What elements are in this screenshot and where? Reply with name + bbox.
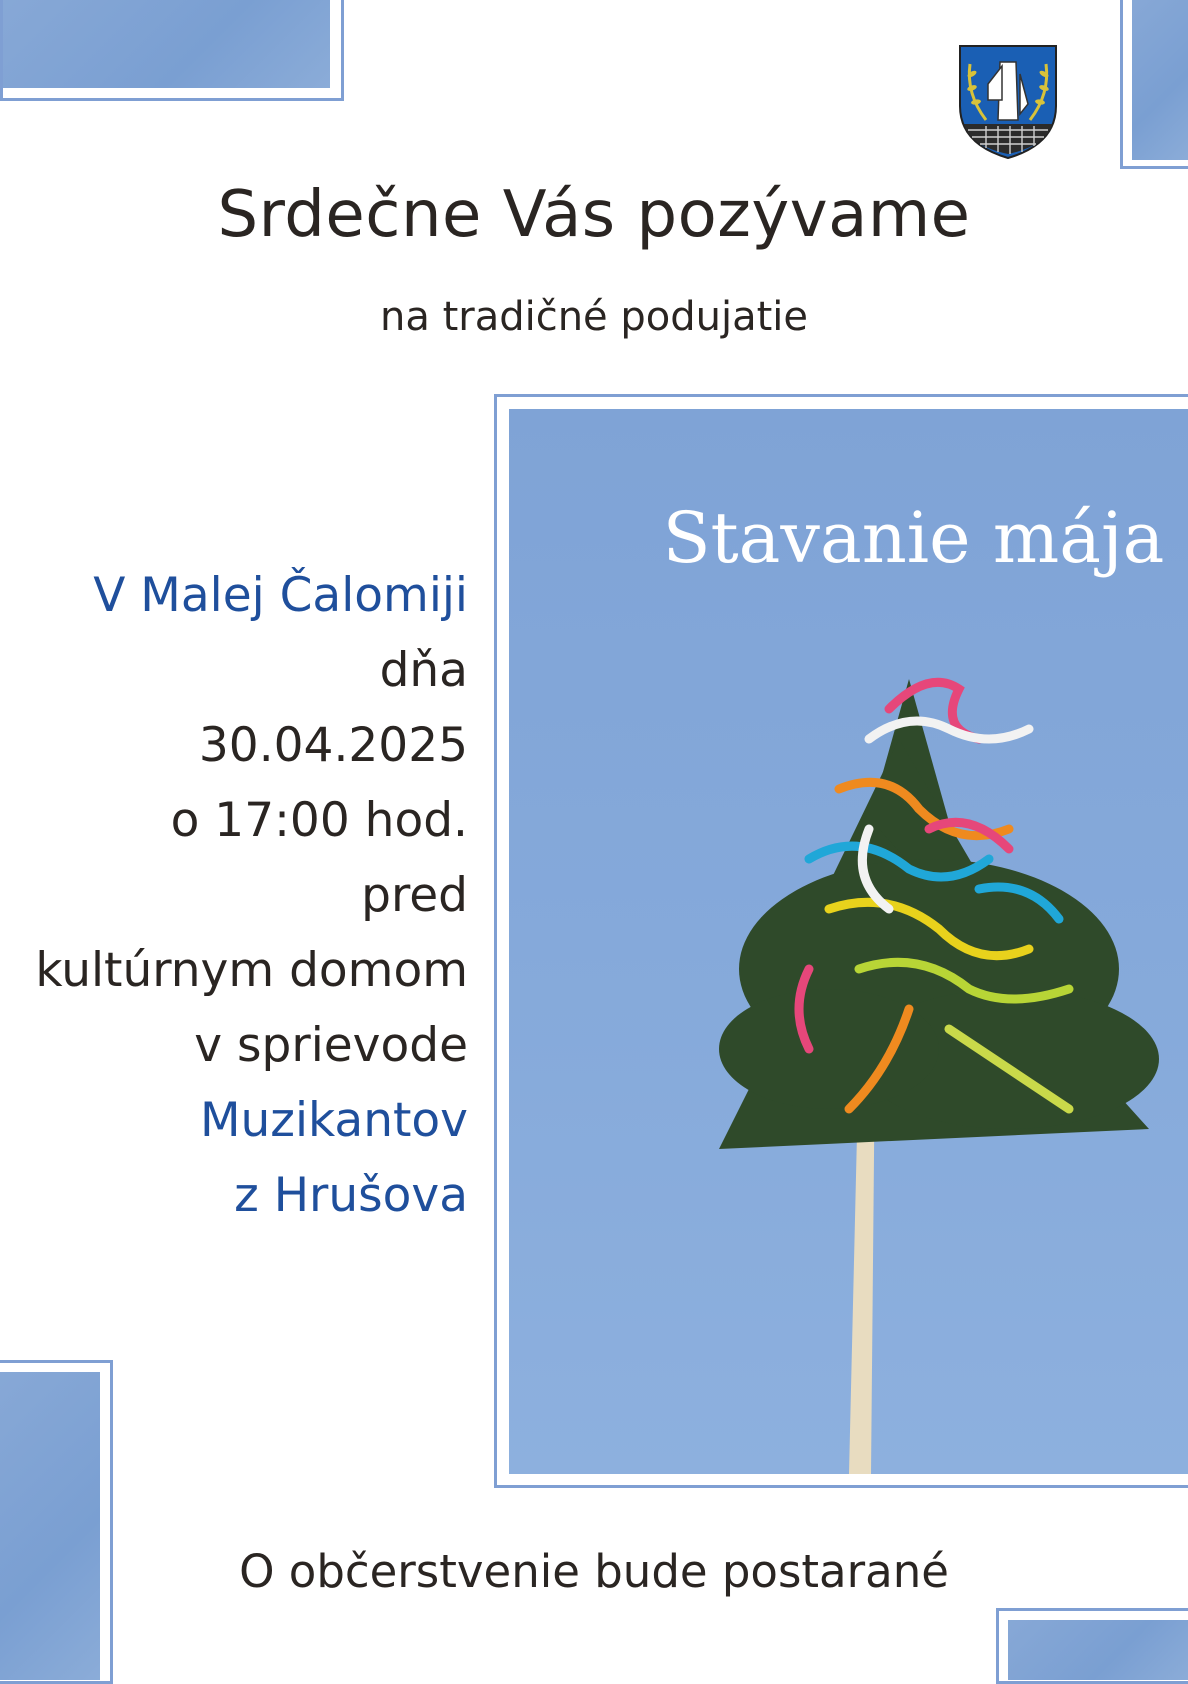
refreshment-note: O občerstvenie bude postarané (239, 1545, 949, 1598)
event-place: V Malej Čalomiji (93, 568, 468, 623)
coat-of-arms-icon (958, 44, 1058, 160)
maypole-image (509, 409, 1188, 1474)
location-line-2: kultúrnym domom (35, 943, 468, 998)
event-name: Stavanie mája (662, 497, 1165, 579)
invitation-subtitle: na tradičné podujatie (379, 294, 809, 340)
location-line-1: pred (361, 868, 468, 923)
maypole-photo (509, 409, 1188, 1474)
event-time: o 17:00 hod. (170, 793, 468, 848)
corner-frame-top-right (1120, 0, 1188, 169)
invitation-title: Srdečne Vás pozývame (217, 178, 971, 252)
event-date: 30.04.2025 (198, 718, 468, 773)
corner-frame-bottom-left (0, 1360, 113, 1684)
band-line-1: Muzikantov (199, 1093, 468, 1148)
date-label: dňa (379, 643, 468, 698)
corner-frame-top-left (0, 0, 344, 101)
corner-frame-bottom-right (996, 1608, 1188, 1684)
event-details (35, 558, 468, 1233)
accompaniment-line: v sprievode (194, 1018, 468, 1073)
band-line-2: z Hrušova (234, 1168, 468, 1223)
